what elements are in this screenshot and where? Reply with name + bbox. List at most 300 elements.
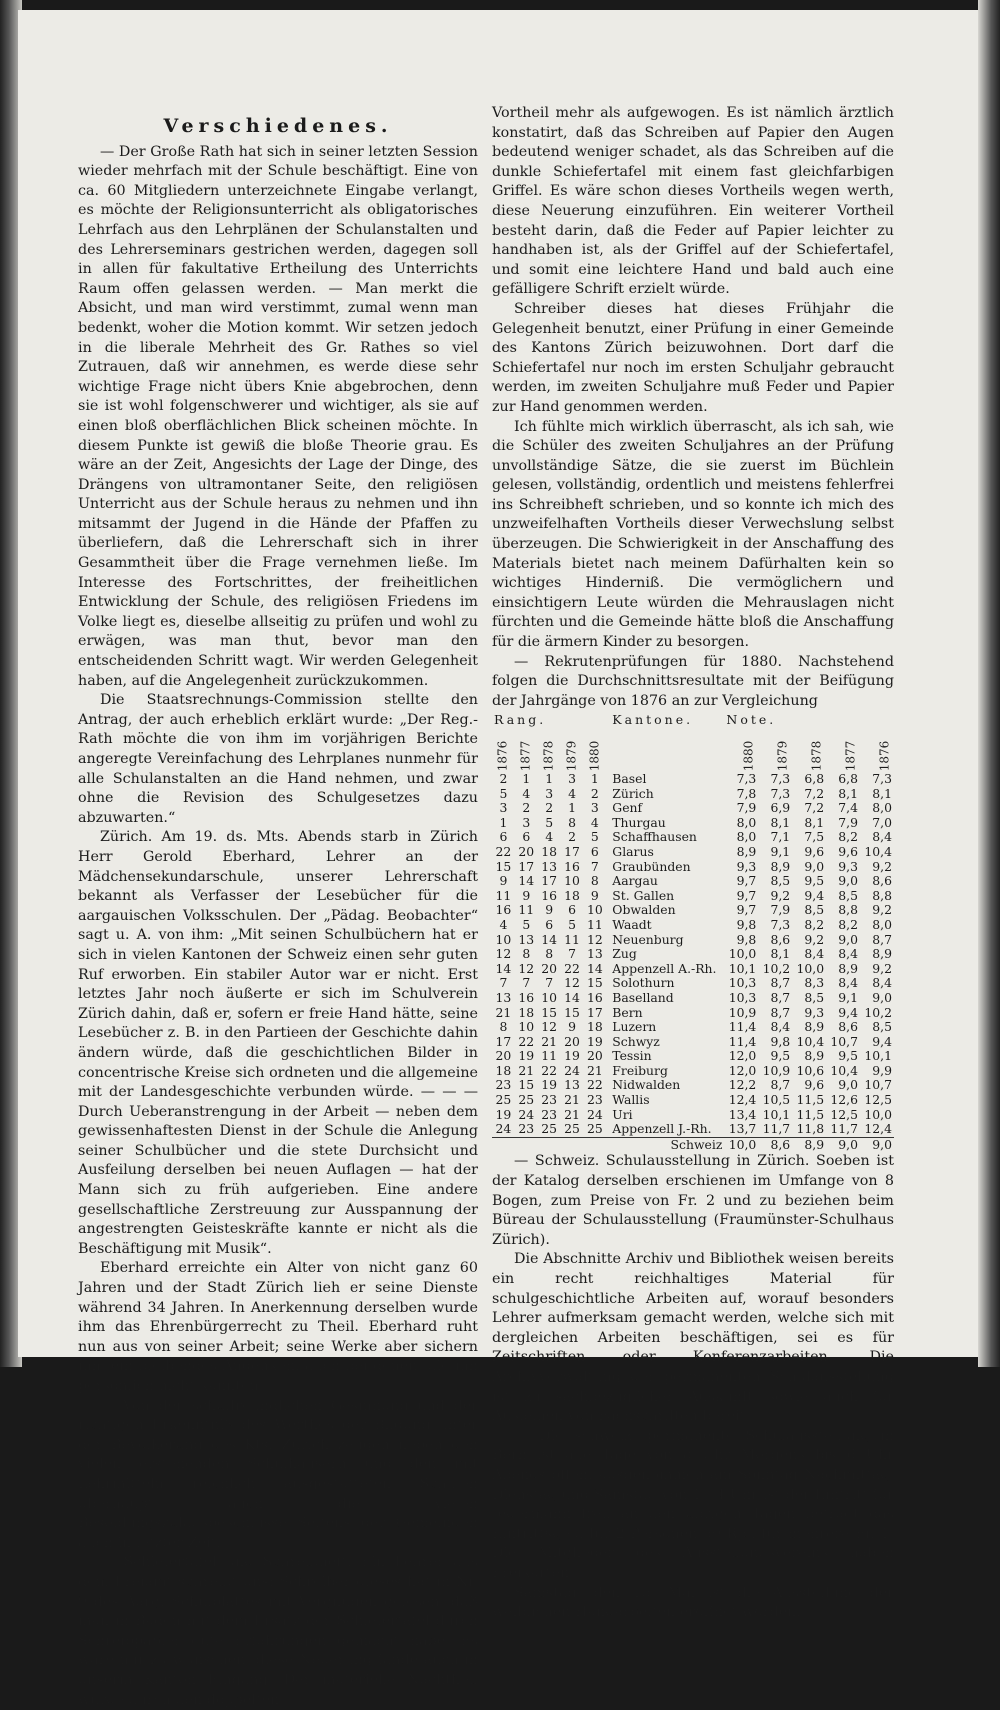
table-row (492, 1078, 894, 1093)
note-cell: 8,1 (770, 814, 791, 830)
column-left (78, 111, 478, 1710)
note-year-label: 1879 (775, 741, 790, 772)
rank-cell: 3 (499, 800, 508, 816)
rank-cell: 2 (568, 829, 576, 845)
rank-cell: 16 (564, 858, 580, 874)
note-cell: 8,4 (770, 1019, 791, 1035)
rank-cell: 5 (522, 916, 531, 932)
note-cell: 11,7 (762, 1121, 791, 1137)
rank-cell: 12 (518, 960, 535, 976)
note-cell: 10,1 (728, 960, 757, 976)
note-cell: 10,0 (728, 946, 757, 962)
rank-cell: 8 (499, 1019, 508, 1035)
note-cell: 7,3 (736, 771, 757, 786)
rank-cell: 1 (522, 771, 531, 786)
canton-cell: Baselland (612, 989, 674, 1005)
rank-cell: 24 (564, 1062, 580, 1078)
rank-cell: 1 (590, 771, 599, 786)
rank-cell: 17 (586, 1004, 603, 1020)
rank-cell: 7 (568, 946, 576, 962)
note-cell: 9,6 (804, 1077, 825, 1093)
rank-cell: 16 (586, 989, 603, 1005)
rank-cell: 20 (586, 1048, 603, 1064)
rank-cell: 18 (586, 1019, 603, 1035)
rank-cell: 4 (499, 916, 508, 932)
rank-cell: 13 (564, 1077, 580, 1093)
note-cell: 10,6 (796, 1062, 825, 1078)
note-cell: 10,4 (796, 1033, 825, 1049)
rank-cell: 19 (541, 1077, 558, 1093)
table-row (492, 801, 894, 816)
rank-cell: 21 (518, 1062, 535, 1078)
note-year-header (860, 728, 894, 772)
results-table (492, 713, 894, 1152)
rank-cell: 8 (545, 946, 554, 962)
summary-label: Schweiz (606, 1137, 724, 1152)
rank-cell: 23 (495, 1077, 512, 1093)
canton-cell: St. Gallen (612, 887, 675, 903)
rank-cell: 25 (518, 1092, 535, 1108)
rank-cell: 2 (522, 800, 531, 816)
note-cell: 8,7 (872, 931, 892, 947)
canton-cell: Tessin (612, 1048, 652, 1064)
table-row (492, 1035, 894, 1050)
note-cell: 9,8 (736, 916, 757, 932)
paragraph-vortheil: Vortheil mehr als aufgewogen. Es ist nämlich ärztlich konstatirt, daß das Schreiben auf Papier den Augen bedeutend weniger schadet, als das Schreiben auf die dunkle Schiefertafel mit einem fast gleichfarbigen Griffel. Es wäre schon dieses Vortheils wegen werth, diese Neuerung einzuführen. Ein weiterer Vortheil besteht darin, daß die Feder auf Papier leichter zu handhaben ist, als der Griffel auf der Schiefertafel, und somit eine leichtere Hand und bald auch eine gefälligere Schrift erzielt würde. (492, 105, 894, 298)
note-cell: 9,0 (872, 989, 892, 1005)
note-cell: 10,5 (762, 1092, 791, 1108)
rank-cell: 20 (541, 960, 558, 976)
rank-cell: 18 (518, 1004, 535, 1020)
note-cell: 8,4 (872, 829, 892, 845)
note-cell: 8,1 (838, 785, 858, 801)
note-cell: 9,2 (872, 902, 892, 918)
rank-year-header (515, 728, 538, 772)
note-cell: 9,8 (736, 931, 757, 947)
note-cell: 10,1 (864, 1048, 892, 1064)
note-cell: 9,4 (872, 1033, 892, 1049)
note-cell: 8,0 (736, 814, 757, 830)
rank-cell: 7 (499, 975, 508, 991)
rank-cell: 17 (541, 873, 558, 889)
canton-cell: Waadt (612, 916, 652, 932)
canton-cell: Schwyz (612, 1033, 660, 1049)
table-row (492, 830, 894, 845)
rank-cell: 24 (495, 1121, 512, 1137)
table-row (492, 1006, 894, 1021)
paragraph-eberhard-2: Eberhard erreichte ein Alter von nicht ganz 60 Jahren und der Stadt Zürich lieh er seine Dienste während 34 Jahren. In Anerkennung derselben wurde ihm das Ehrenbürgerrecht zu Theil. Eberhard ruht nun aus von seiner Arbeit; seine Werke aber sichern ihm ein bleibendes Andenken, auch bei denen, die ihn persönlich nicht kannten. (78, 1260, 478, 1394)
rank-cell: 18 (564, 887, 580, 903)
note-cell: 7,3 (770, 785, 791, 801)
note-cell: 10,1 (762, 1106, 791, 1122)
canton-cell: Appenzell J.-Rh. (612, 1121, 712, 1137)
table-row (492, 903, 894, 918)
rank-year-header (561, 728, 584, 772)
rank-cell: 1 (568, 800, 576, 816)
rank-cell: 18 (541, 843, 558, 859)
rank-cell: 13 (495, 989, 512, 1005)
note-cell: 12,4 (728, 1092, 757, 1108)
note-cell: 9,0 (838, 1077, 858, 1093)
rank-cell: 23 (541, 1106, 558, 1122)
canton-spacer (606, 728, 724, 772)
rank-cell: 20 (495, 1048, 512, 1064)
rank-cell: 14 (564, 989, 580, 1005)
rank-cell: 24 (586, 1106, 603, 1122)
rank-cell: 22 (586, 1077, 603, 1093)
rank-cell: 19 (495, 1106, 512, 1122)
rank-cell: 16 (518, 989, 535, 1005)
note-cell: 10,0 (864, 1106, 892, 1122)
note-cell: 10,2 (864, 1004, 892, 1020)
rank-cell: 25 (541, 1121, 558, 1137)
note-cell: 8,4 (872, 975, 892, 991)
note-header: Note. (726, 712, 777, 728)
rank-cell: 3 (568, 771, 576, 786)
rank-cell: 3 (545, 785, 554, 801)
table-row (492, 816, 894, 831)
table-row (492, 1093, 894, 1108)
note-cell: 6,8 (804, 771, 825, 786)
note-cell: 9,4 (838, 1004, 858, 1020)
rank-cell: 9 (545, 902, 554, 918)
rank-cell: 14 (586, 960, 603, 976)
rank-cell: 11 (586, 916, 603, 932)
canton-cell: Solothurn (612, 975, 675, 991)
rank-cell: 12 (541, 1019, 558, 1035)
note-cell: 8,8 (838, 902, 858, 918)
rank-cell: 12 (564, 975, 580, 991)
rank-cell: 2 (590, 785, 599, 801)
rank-cell: 5 (499, 785, 508, 801)
rank-cell: 19 (586, 1033, 603, 1049)
note-cell: 10,7 (864, 1077, 892, 1093)
rank-cell: 12 (495, 946, 512, 962)
note-cell: 8,7 (770, 1004, 791, 1020)
note-cell: 10,3 (728, 989, 757, 1005)
rank-cell: 6 (568, 902, 576, 918)
note-cell: 12,0 (728, 1062, 757, 1078)
canton-cell: Freiburg (612, 1062, 668, 1078)
rank-cell: 4 (545, 829, 554, 845)
note-cell: 7,9 (770, 902, 791, 918)
rank-cell: 23 (586, 1092, 603, 1108)
rank-cell: 10 (586, 902, 603, 918)
rank-cell: 9 (499, 873, 508, 889)
rank-cell: 23 (518, 1121, 535, 1137)
note-cell: 11,5 (796, 1106, 825, 1122)
note-cell: 10,4 (864, 843, 892, 859)
note-cell: 12,4 (864, 1121, 892, 1137)
rank-cell: 6 (499, 829, 508, 845)
canton-cell: Luzern (612, 1019, 657, 1035)
table-row (492, 1122, 894, 1137)
note-cell: 8,0 (736, 829, 757, 845)
note-cell: 8,7 (770, 989, 791, 1005)
note-cell: 8,4 (838, 946, 858, 962)
rank-cell: 9 (568, 1019, 576, 1035)
note-cell: 8,7 (770, 1077, 791, 1093)
rank-cell: 3 (590, 800, 599, 816)
paragraph-schulfreundlich: — Von der schulfreundlichen Gesinnung und der richtigen Erkenntniß des Werthes der Bildung unter der Bevölkerung des Kts. Zürich zeugen neben den vielen erstehenden Schulhäusern und den mit Lehrmitteln reichlich ausgestatteten Schulen überhaupt auch die vielen Besoldungszulagsbeschlüsse Seitens der Gemeinden auch in letzter Zeit. (78, 1397, 478, 1551)
rank-cell: 10 (495, 931, 512, 947)
rank-cell: 2 (545, 800, 554, 816)
rank-year-header (583, 728, 606, 772)
rank-cell: 14 (518, 873, 535, 889)
note-cell: 7,2 (804, 785, 825, 801)
rank-cell: 25 (495, 1092, 512, 1108)
canton-cell: Nidwalden (612, 1077, 681, 1093)
paragraph-ueberrascht: Ich fühlte mich wirklich überrascht, als ich sah, wie die Schüler des zweiten Schuljahres an der Prüfung unvollständige Sätze, die sie zuerst im Büchlein gelesen, vollständig, ordentlich und meistens fehlerfrei ins Schreibheft schrieben, und so konnte ich mich des unzweifelhaften Vortheils dieser Verwechslung selbst überzeugen. Die Schwierigkeit in der Anschaffung des Materials bietet nach meinem Dafürhalten kein so wichtiges Hinderniß. Die vermöglichern und einsichtigern Leute würden die Mehrauslagen nicht fürchten und die Gemeinde hätte bloß die Anschaffung für die ärmern Kinder zu besorgen. (492, 418, 894, 651)
rank-cell: 3 (522, 814, 531, 830)
note-cell: 9,2 (872, 960, 892, 976)
rank-cell: 5 (545, 814, 554, 830)
summary-note-cell: 9,0 (826, 1137, 860, 1152)
note-cell: 9,5 (804, 873, 825, 889)
canton-cell: Obwalden (612, 902, 676, 918)
canton-cell: Genf (612, 800, 643, 816)
rank-cell: 10 (518, 1019, 535, 1035)
rank-cell: 23 (541, 1092, 558, 1108)
rank-cell: 8 (568, 814, 576, 830)
note-cell: 8,5 (872, 1019, 892, 1035)
note-cell: 7,9 (736, 800, 757, 816)
table-row (492, 889, 894, 904)
rank-cell: 21 (564, 1106, 580, 1122)
note-cell: 7,2 (804, 800, 825, 816)
note-cell: 8,6 (838, 1019, 858, 1035)
rank-year-label: 1879 (564, 741, 579, 772)
rank-cell: 1 (545, 771, 554, 786)
rank-cell: 14 (495, 960, 512, 976)
table-row (492, 918, 894, 933)
summary-note-cell: 8,6 (758, 1137, 792, 1152)
note-year-header (724, 728, 758, 772)
table-row (492, 976, 894, 991)
note-cell: 9,1 (770, 843, 791, 859)
note-cell: 9,3 (838, 858, 858, 874)
note-cell: 11,4 (728, 1033, 757, 1049)
rank-cell: 6 (590, 843, 599, 859)
paragraph-schulausstellung-bern: — Die schweiz. permanente Schulausstellung in Bern ist alle Tage von 8 Uhr Morgens bis 6 Uhr Abends offen, ausgenommen am Sonntag Nachmittag. Dienstag und Samstag von 1—4 Uhr ist der Eintritt für Jedermann frei, an den übrigen Tagen beträgt das Eintrittsgeld für 2 Personen 50 Rp., für mehrere Fr. 1. Die Mitglieder des Ausstellungsvereins haben Freikarten. (492, 1427, 894, 1581)
rank-cell: 6 (522, 829, 531, 845)
note-year-label: 1878 (809, 741, 824, 772)
rank-year-label: 1878 (541, 741, 556, 772)
rank-cell: 17 (518, 858, 535, 874)
canton-cell: Basel (612, 771, 647, 786)
rank-cell: 11 (541, 1048, 558, 1064)
note-cell: 8,5 (770, 873, 791, 889)
canton-cell: Zug (612, 946, 637, 962)
column-right (492, 104, 894, 1623)
table-row (492, 845, 894, 860)
empty-cell (538, 1137, 561, 1152)
canton-cell: Bern (612, 1004, 643, 1020)
rank-cell: 25 (586, 1121, 603, 1137)
rank-cell: 5 (590, 829, 599, 845)
rank-year-label: 1880 (587, 741, 602, 772)
canton-cell: Graubünden (612, 858, 691, 874)
summary-note-cell: 8,9 (792, 1137, 826, 1152)
rank-year-label: 1877 (518, 741, 533, 772)
note-cell: 7,5 (804, 829, 825, 845)
note-cell: 8,1 (804, 814, 825, 830)
note-cell: 9,6 (838, 843, 858, 859)
note-cell: 8,5 (804, 989, 825, 1005)
rank-cell: 10 (541, 989, 558, 1005)
note-cell: 9,8 (770, 1033, 791, 1049)
note-cell: 12,2 (728, 1077, 757, 1093)
note-cell: 10,2 (762, 960, 791, 976)
note-year-header (826, 728, 860, 772)
note-cell: 8,6 (872, 873, 892, 889)
canton-cell: Aargau (612, 873, 658, 889)
note-cell: 9,5 (838, 1048, 858, 1064)
rank-year-header (492, 728, 515, 772)
table-row (492, 772, 894, 787)
rank-cell: 21 (586, 1062, 603, 1078)
rank-cell: 7 (545, 975, 554, 991)
note-cell: 8,7 (770, 975, 791, 991)
paragraph-staatsrechnung: Die Staatsrechnungs-Commission stellte den Antrag, der auch erheblich erklärt wurde: „Der Reg.-Rath möchte die von ihm im vorjährigen Berichte angeregte Vereinfachung des Lehrplanes nunmehr für alle Schulanstalten an die Hand nehmen, und zwar ohne die Revision des Schulgesetzes dazu abzuwarten.“ (78, 692, 478, 826)
rank-cell: 6 (545, 916, 554, 932)
note-cell: 8,2 (804, 916, 825, 932)
note-cell: 11,4 (728, 1019, 757, 1035)
table-row (492, 962, 894, 977)
rank-cell: 19 (518, 1048, 535, 1064)
rank-cell: 20 (518, 843, 535, 859)
kantone-header: Kantone. (612, 712, 694, 728)
note-cell: 9,2 (770, 887, 791, 903)
note-cell: 7,3 (770, 916, 791, 932)
note-cell: 8,9 (736, 843, 757, 859)
note-cell: 13,7 (728, 1121, 757, 1137)
summary-note-cell: 10,0 (724, 1137, 758, 1152)
rank-cell: 16 (495, 902, 512, 918)
note-cell: 6,9 (770, 800, 791, 816)
note-cell: 8,2 (838, 829, 858, 845)
note-cell: 8,4 (838, 975, 858, 991)
summary-row (492, 1137, 894, 1152)
rank-year-header (538, 728, 561, 772)
note-cell: 9,9 (872, 1062, 892, 1078)
note-cell: 12,5 (830, 1106, 858, 1122)
rank-cell: 9 (590, 887, 599, 903)
rank-cell: 5 (568, 916, 576, 932)
note-year-header (792, 728, 826, 772)
note-cell: 7,3 (770, 771, 791, 786)
note-cell: 7,9 (838, 814, 858, 830)
rank-cell: 17 (495, 1033, 512, 1049)
note-cell: 12,0 (728, 1048, 757, 1064)
note-cell: 8,9 (872, 946, 892, 962)
results-table-body (492, 772, 894, 1152)
note-cell: 9,6 (804, 843, 825, 859)
note-cell: 8,5 (838, 887, 858, 903)
rank-cell: 25 (564, 1121, 580, 1137)
note-year-label: 1876 (877, 741, 892, 772)
note-cell: 8,3 (804, 975, 825, 991)
rank-cell: 8 (590, 873, 599, 889)
canton-cell: Uri (612, 1106, 633, 1122)
note-year-label: 1877 (843, 741, 858, 772)
note-cell: 7,3 (872, 771, 892, 786)
rank-cell: 13 (541, 858, 558, 874)
table-row (492, 1108, 894, 1123)
empty-cell (561, 1137, 584, 1152)
rank-cell: 4 (590, 814, 599, 830)
rank-cell: 15 (518, 1077, 535, 1093)
note-cell: 6,8 (838, 771, 858, 786)
rank-cell: 15 (586, 975, 603, 991)
table-row (492, 860, 894, 875)
book-edge-right (978, 0, 1000, 1367)
rank-year-label: 1876 (496, 741, 511, 772)
note-cell: 8,6 (770, 931, 791, 947)
rank-cell: 13 (586, 946, 603, 962)
canton-cell: Zürich (612, 785, 654, 801)
note-cell: 10,9 (762, 1062, 791, 1078)
note-cell: 9,4 (804, 887, 825, 903)
note-cell: 8,5 (804, 902, 825, 918)
rank-cell: 20 (564, 1033, 580, 1049)
rank-cell: 11 (518, 902, 535, 918)
note-cell: 7,1 (770, 829, 791, 845)
paragraph-eberhard: Zürich. Am 19. ds. Mts. Abends starb in Zürich Herr Gerold Eberhard, Lehrer an der Mädchensekundarschule, unserer Lehrerschaft bekannt als Verfasser der Lesebücher für die aargauischen Volksschulen. Der „Pädag. Beobachter“ sagt u. A. von ihm: „Mit seinen Schulbüchern hat er sich in vielen Kantonen der Schweiz einen sehr guten Ruf erworben. Ein stabiler Autor war er nicht. Erst letztes Jahr noch äußerte er sich im Schulverein Zürich dahin, daß er, sofern er freie Hand hätte, seine Lesebücher z. B. in den Partieen der Geschichte dahin ändern würde, daß die geschichtlichen Bilder in concentrische Kreise sich ordneten und die allgemeine mit der Landesgeschichte verbunden würde. — — — Durch Ueberanstrengung in der Arbeit — neben dem gewissenhaftesten Dienst in der Schule die Anlegung seiner Schulbücher und die stete Durchsicht und Ausfeilung derselben bei neuen Auflagen — hat der Mann sich zu früh aufgerieben. Eine andere gesellschaftliche Zerstreuung zur Ausspannung der angestrengten Geisteskräfte kannte er nicht als die Beschäftigung mit Musik“. (78, 829, 478, 1257)
note-cell: 9,5 (770, 1048, 791, 1064)
table-row (492, 1020, 894, 1035)
rank-cell: 21 (564, 1092, 580, 1108)
rank-cell: 22 (518, 1033, 535, 1049)
section-heading: Verschiedenes. (163, 115, 393, 137)
canton-cell: Wallis (612, 1092, 650, 1108)
canton-cell: Schaffhausen (612, 829, 697, 845)
note-cell: 7,0 (872, 814, 892, 830)
note-cell: 8,9 (804, 1048, 825, 1064)
rank-cell: 21 (495, 1004, 512, 1020)
rank-cell: 22 (541, 1062, 558, 1078)
rank-cell: 10 (564, 873, 580, 889)
rank-cell: 8 (522, 946, 531, 962)
rank-cell: 19 (564, 1048, 580, 1064)
note-year-label: 1880 (741, 741, 756, 772)
rank-cell: 22 (564, 960, 580, 976)
note-cell: 10,0 (796, 960, 825, 976)
rank-cell: 2 (499, 771, 508, 786)
canton-cell: Appenzell A.-Rh. (612, 960, 717, 976)
rang-header: Rang. (494, 712, 547, 728)
note-cell: 10,9 (728, 1004, 757, 1020)
note-cell: 12,5 (864, 1092, 892, 1108)
year-header-row (492, 728, 894, 772)
table-row (492, 991, 894, 1006)
note-cell: 8,2 (838, 916, 858, 932)
rank-cell: 15 (495, 858, 512, 874)
note-cell: 7,4 (838, 800, 858, 816)
paragraph-archiv: Die Abschnitte Archiv und Bibliothek weisen bereits ein recht reichhaltiges Material für schulgeschichtliche Arbeiten auf, worauf besonders Lehrer aufmerksam gemacht werden, welche sich mit dergleichen Arbeiten beschäftigen, sei es für Zeitschriften oder Konferenzarbeiten. Die Archivverwaltung der permanenten Schulausstellung ist zu sachbezüglicher Auskunft sowie auch für Ausleihen von Fachschriften bereit. (492, 1251, 894, 1425)
table-row (492, 1064, 894, 1079)
note-cell: 10,4 (830, 1062, 858, 1078)
rank-cell: 15 (564, 1004, 580, 1020)
canton-cell: Neuenburg (612, 931, 684, 947)
note-cell: 9,3 (736, 858, 757, 874)
empty-cell (492, 1137, 515, 1152)
note-cell: 9,0 (838, 873, 858, 889)
table-row (492, 1049, 894, 1064)
note-cell: 9,7 (736, 902, 757, 918)
table-row (492, 787, 894, 802)
paragraph-handarbeiten: Samstag, den 15. Mai ist die Ausstellung der weiblichen Handarbeiten eröffnet worden. (492, 1584, 894, 1621)
